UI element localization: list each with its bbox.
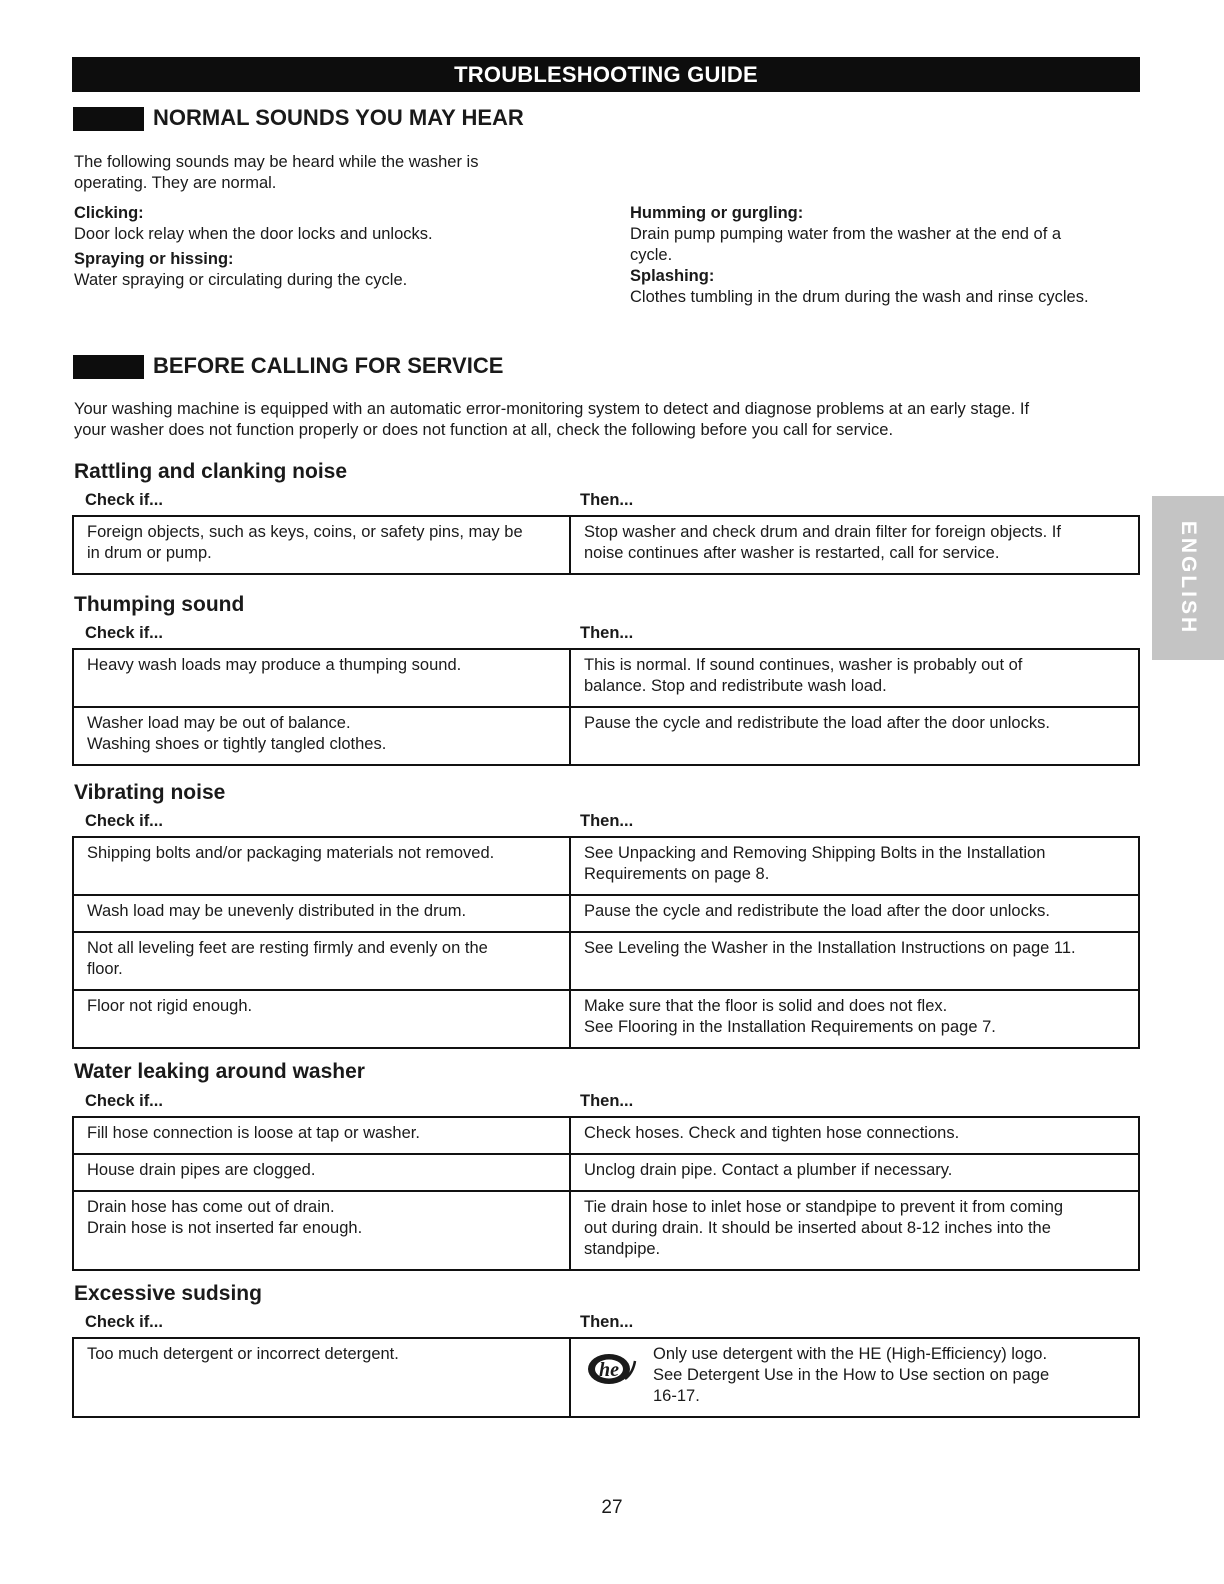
rattling-table bbox=[72, 515, 1140, 575]
then-cell bbox=[570, 1154, 1139, 1191]
desc-line: cycle. bbox=[630, 246, 673, 264]
cell-line: Not all leveling feet are resting firmly and evenly on the bbox=[87, 939, 488, 957]
normal-sounds-intro bbox=[74, 152, 594, 194]
page-number: 27 bbox=[601, 1497, 623, 1518]
cell-line: Foreign objects, such as keys, coins, or safety pins, may be bbox=[87, 523, 523, 541]
check-cell bbox=[73, 932, 570, 990]
heading-bar bbox=[73, 107, 144, 131]
then-cell bbox=[570, 1338, 1139, 1417]
cell-line: See Leveling the Washer in the Installation Instructions on page 11. bbox=[584, 939, 1076, 957]
topic-title-rattling: Rattling and clanking noise bbox=[74, 460, 348, 483]
check-cell bbox=[73, 990, 570, 1048]
cell-line: Fill hose connection is loose at tap or washer. bbox=[87, 1124, 420, 1142]
table-row bbox=[73, 932, 1139, 990]
sound-desc-splashing: Clothes tumbling in the drum during the wash and rinse cycles. bbox=[630, 288, 1089, 306]
then-cell bbox=[570, 1117, 1139, 1154]
cell-line: Unclog drain pipe. Contact a plumber if necessary. bbox=[584, 1161, 953, 1179]
then-cell bbox=[570, 707, 1139, 765]
table-row bbox=[73, 1338, 1139, 1417]
then-cell bbox=[570, 895, 1139, 932]
table-row bbox=[73, 990, 1139, 1048]
sound-label-splashing: Splashing: bbox=[630, 267, 715, 285]
cell-line: Washer load may be out of balance. bbox=[87, 714, 351, 732]
water-leaking-table bbox=[72, 1116, 1140, 1271]
topic-title-water-leaking: Water leaking around washer bbox=[74, 1060, 365, 1083]
check-cell bbox=[73, 1191, 570, 1270]
col-then-header: Then... bbox=[580, 491, 634, 509]
cell-line: This is normal. If sound continues, washer is probably out of bbox=[584, 656, 1023, 674]
table-row bbox=[73, 837, 1139, 895]
check-cell bbox=[73, 1154, 570, 1191]
desc-line: Drain pump pumping water from the washer at the end of a bbox=[630, 225, 1062, 243]
check-cell bbox=[73, 516, 570, 574]
cell-line: See Flooring in the Installation Requirements on page 7. bbox=[584, 1018, 996, 1036]
intro-line: Your washing machine is equipped with an automatic error-monitoring system to detect and diagnose problems at an early stage. If bbox=[74, 400, 1030, 418]
before-service-intro bbox=[74, 399, 1144, 441]
cell-line: Heavy wash loads may produce a thumping sound. bbox=[87, 656, 462, 674]
normal-sounds-left-column bbox=[74, 203, 594, 291]
col-then-header: Then... bbox=[580, 1092, 634, 1110]
language-tab-label: ENGLISH bbox=[1177, 520, 1200, 636]
table-row bbox=[73, 516, 1139, 574]
cell-line: Only use detergent with the HE (High-Efficiency) logo. bbox=[653, 1345, 1048, 1363]
cell-line: See Detergent Use in the How to Use section on page bbox=[653, 1366, 1050, 1384]
sound-label-humming: Humming or gurgling: bbox=[630, 204, 804, 222]
then-cell bbox=[570, 932, 1139, 990]
cell-line: Requirements on page 8. bbox=[584, 865, 770, 883]
check-cell bbox=[73, 707, 570, 765]
table-row bbox=[73, 707, 1139, 765]
cell-line: Make sure that the floor is solid and does not flex. bbox=[584, 997, 948, 1015]
table-row bbox=[73, 649, 1139, 707]
check-cell bbox=[73, 837, 570, 895]
cell-line: Floor not rigid enough. bbox=[87, 997, 253, 1015]
page-title: TROUBLESHOOTING GUIDE bbox=[72, 57, 1140, 92]
topic-title-thumping: Thumping sound bbox=[74, 593, 245, 616]
cell-line: Pause the cycle and redistribute the load after the door unlocks. bbox=[584, 714, 1050, 732]
sound-label-clicking: Clicking: bbox=[74, 204, 144, 222]
he-logo-icon bbox=[585, 1349, 639, 1387]
cell-line: Shipping bolts and/or packaging materials not removed. bbox=[87, 844, 495, 862]
sound-desc-spraying: Water spraying or circulating during the cycle. bbox=[74, 271, 408, 289]
intro-line: operating. They are normal. bbox=[74, 174, 277, 192]
intro-line: The following sounds may be heard while the washer is bbox=[74, 153, 479, 171]
col-then-header: Then... bbox=[580, 1313, 634, 1331]
table-row bbox=[73, 1154, 1139, 1191]
language-tab bbox=[1152, 496, 1224, 660]
col-check-header: Check if... bbox=[85, 624, 163, 642]
cell-line: Stop washer and check drum and drain filter for foreign objects. If bbox=[584, 523, 1061, 541]
cell-line: out during drain. It should be inserted about 8-12 inches into the bbox=[584, 1219, 1051, 1237]
then-cell bbox=[570, 649, 1139, 707]
cell-line: House drain pipes are clogged. bbox=[87, 1161, 316, 1179]
cell-line: Drain hose has come out of drain. bbox=[87, 1198, 335, 1216]
cell-line: Tie drain hose to inlet hose or standpipe to prevent it from coming bbox=[584, 1198, 1064, 1216]
col-check-header: Check if... bbox=[85, 1313, 163, 1331]
heading-bar bbox=[73, 355, 144, 379]
cell-line: Washing shoes or tightly tangled clothes. bbox=[87, 735, 387, 753]
table-row bbox=[73, 1117, 1139, 1154]
cell-line: Too much detergent or incorrect detergent. bbox=[87, 1345, 399, 1363]
cell-line: See Unpacking and Removing Shipping Bolts in the Installation bbox=[584, 844, 1046, 862]
col-then-header: Then... bbox=[580, 624, 634, 642]
thumping-table bbox=[72, 648, 1140, 766]
check-cell bbox=[73, 1117, 570, 1154]
cell-line: Drain hose is not inserted far enough. bbox=[87, 1219, 363, 1237]
sound-label-spraying: Spraying or hissing: bbox=[74, 250, 234, 268]
col-then-header: Then... bbox=[580, 812, 634, 830]
topic-title-vibrating: Vibrating noise bbox=[74, 781, 226, 804]
topic-title-excessive-sudsing: Excessive sudsing bbox=[74, 1282, 262, 1305]
cell-line: in drum or pump. bbox=[87, 544, 212, 562]
cell-line: Check hoses. Check and tighten hose connections. bbox=[584, 1124, 960, 1142]
check-cell bbox=[73, 895, 570, 932]
col-check-header: Check if... bbox=[85, 812, 163, 830]
check-cell bbox=[73, 649, 570, 707]
normal-sounds-title: NORMAL SOUNDS YOU MAY HEAR bbox=[153, 105, 524, 130]
cell-line: Pause the cycle and redistribute the load after the door unlocks. bbox=[584, 902, 1050, 920]
cell-line: noise continues after washer is restarted, call for service. bbox=[584, 544, 1000, 562]
table-row bbox=[73, 1191, 1139, 1270]
sound-desc-clicking: Door lock relay when the door locks and unlocks. bbox=[74, 225, 433, 243]
intro-line: your washer does not function properly or does not function at all, check the following before you call for service. bbox=[74, 421, 894, 439]
he-logo-text: he bbox=[599, 1359, 619, 1381]
vibrating-table bbox=[72, 836, 1140, 1049]
before-service-title: BEFORE CALLING FOR SERVICE bbox=[153, 353, 504, 378]
cell-line: standpipe. bbox=[584, 1240, 661, 1258]
check-cell bbox=[73, 1338, 570, 1417]
then-text bbox=[653, 1344, 1126, 1407]
table-row bbox=[73, 895, 1139, 932]
then-cell bbox=[570, 1191, 1139, 1270]
col-check-header: Check if... bbox=[85, 1092, 163, 1110]
col-check-header: Check if... bbox=[85, 491, 163, 509]
sound-desc-humming bbox=[630, 224, 1140, 266]
cell-line: floor. bbox=[87, 960, 123, 978]
then-cell bbox=[570, 990, 1139, 1048]
then-cell bbox=[570, 837, 1139, 895]
excessive-sudsing-table bbox=[72, 1337, 1140, 1418]
cell-line: balance. Stop and redistribute wash load. bbox=[584, 677, 887, 695]
cell-line: 16-17. bbox=[653, 1387, 700, 1405]
normal-sounds-right-column bbox=[630, 203, 1140, 308]
cell-line: Wash load may be unevenly distributed in the drum. bbox=[87, 902, 467, 920]
then-cell bbox=[570, 516, 1139, 574]
